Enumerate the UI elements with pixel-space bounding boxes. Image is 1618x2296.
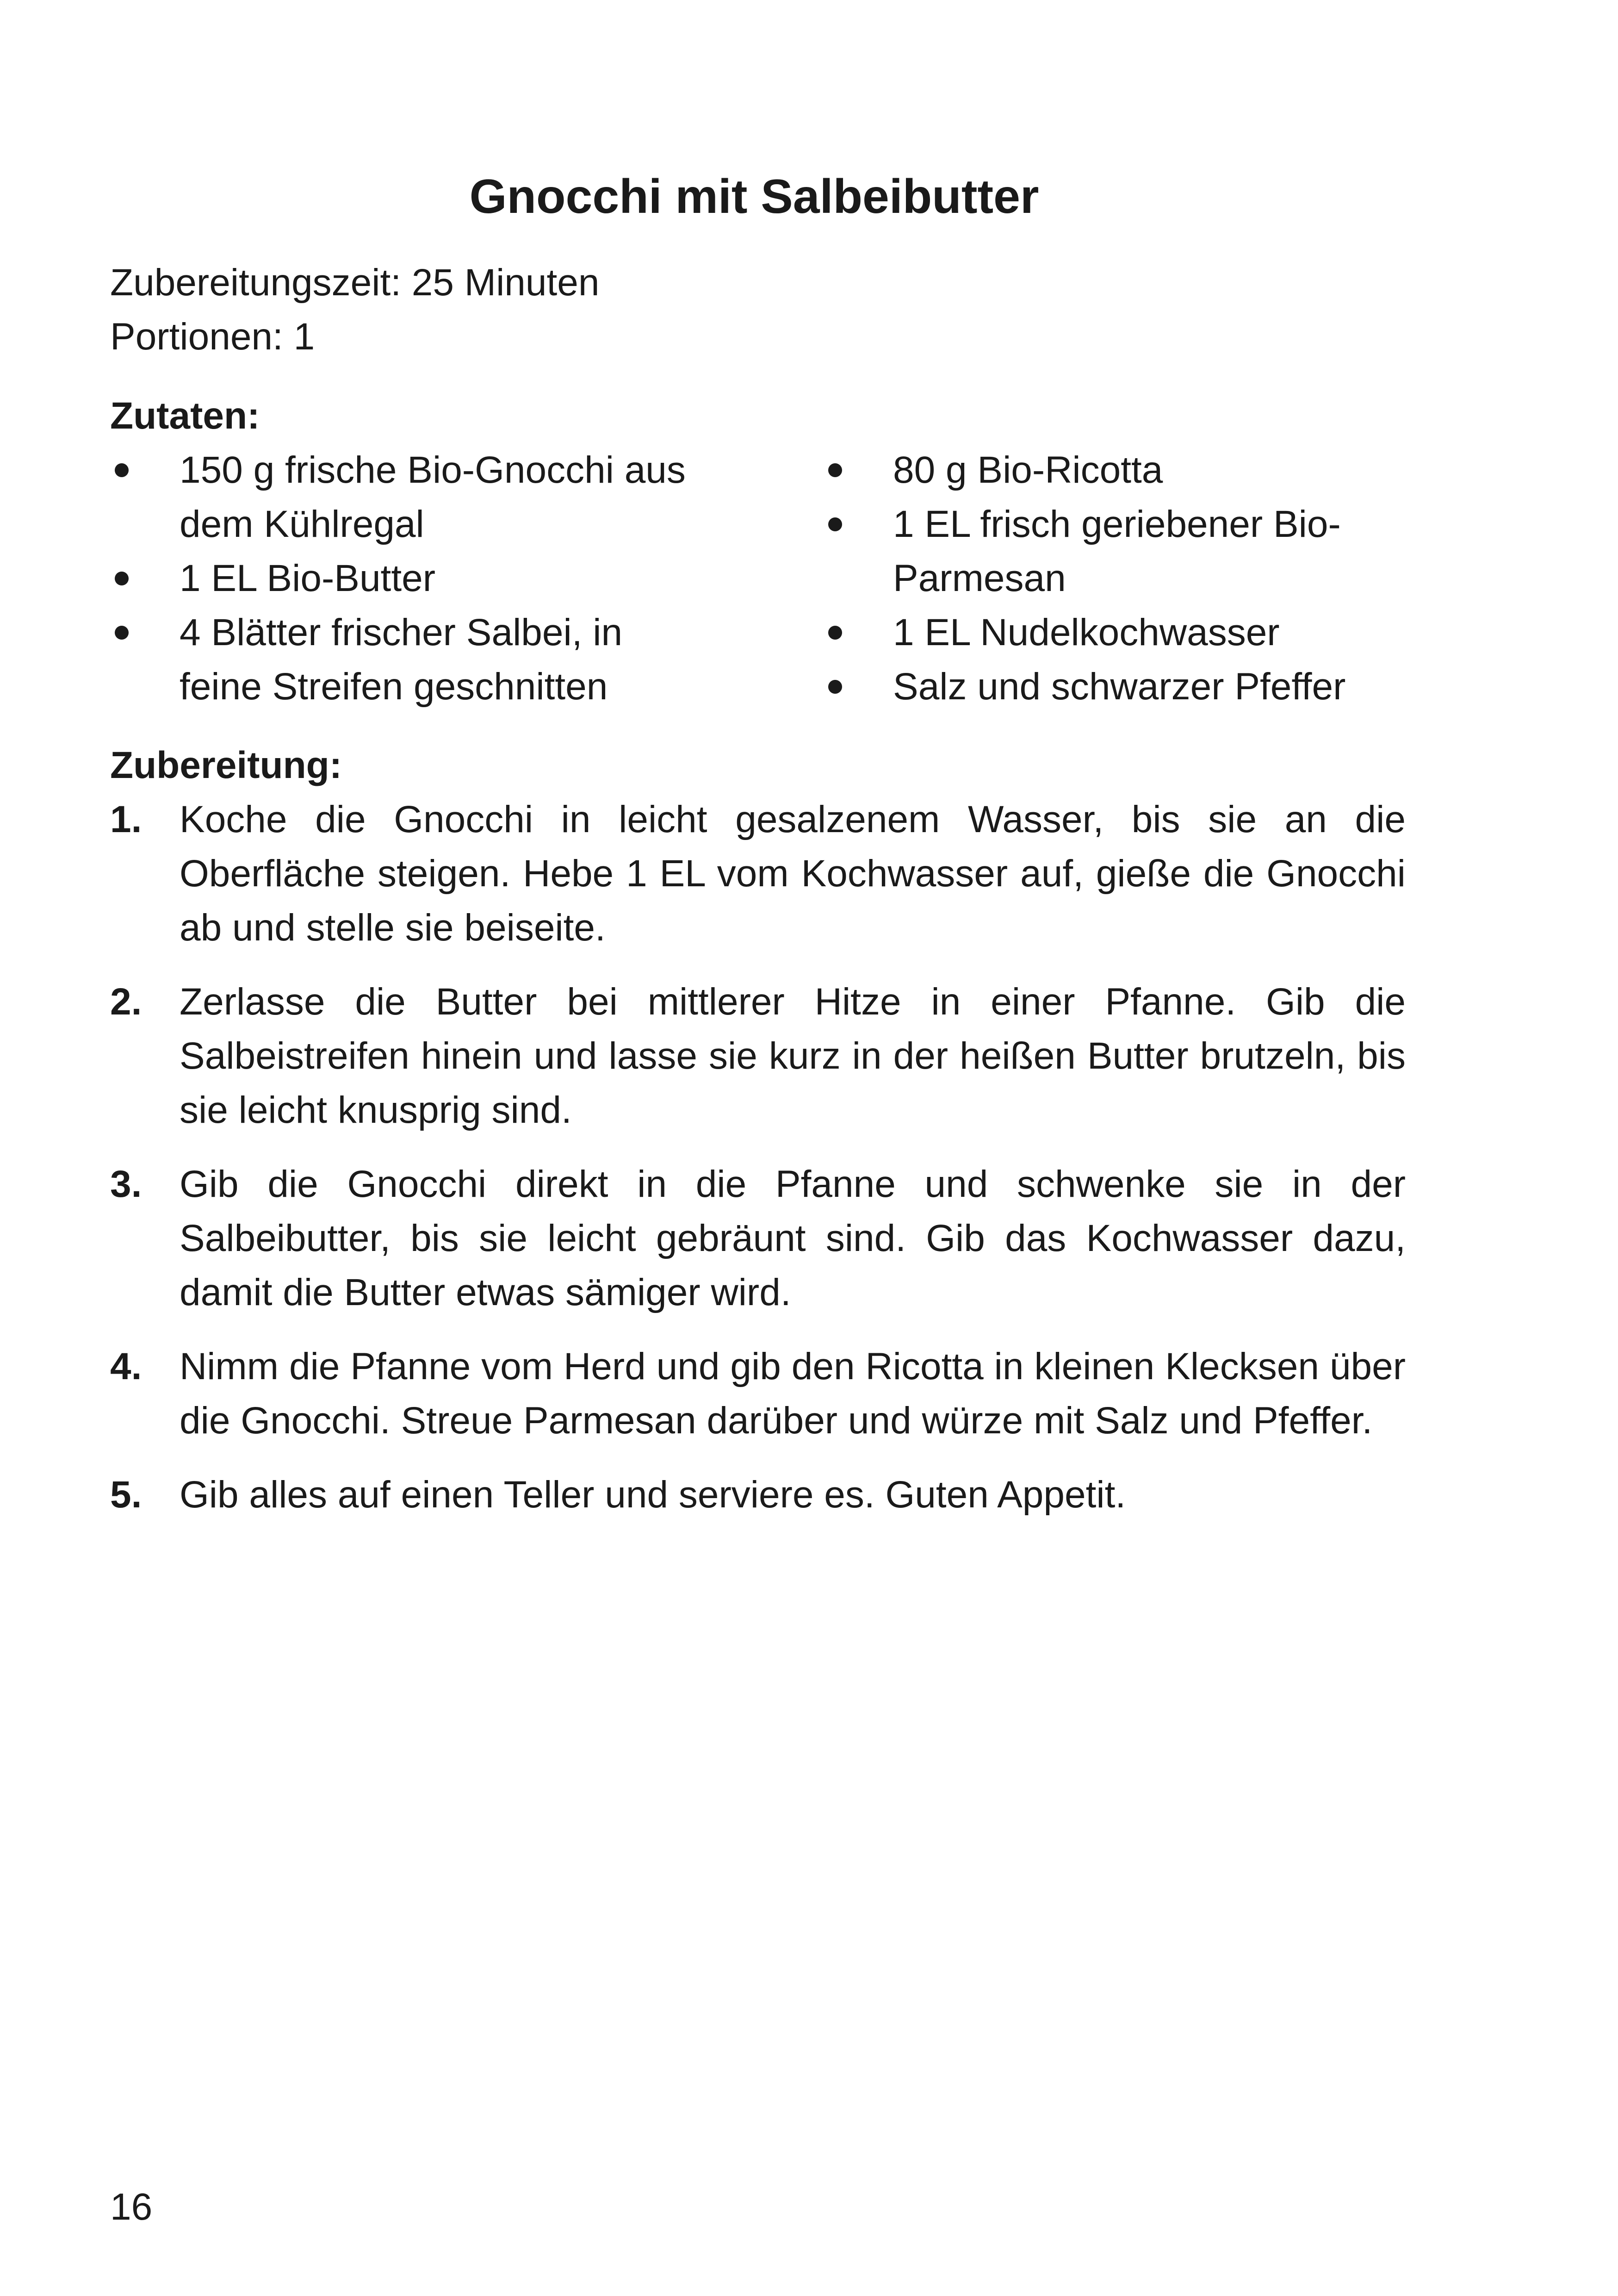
ingredient-item [110, 605, 712, 714]
ingredient-text: 1 EL frisch geriebener Bio-Parmesan [893, 503, 1341, 599]
step-item [110, 1468, 1406, 1522]
ingredient-item [110, 551, 712, 605]
ingredients-heading: Zutaten: [110, 395, 260, 437]
step-text: Gib alles auf einen Teller und serviere es. Guten Appetit. [180, 1474, 1126, 1516]
ingredient-item [110, 443, 712, 551]
page-number: 16 [110, 2186, 153, 2228]
ingredient-text: 80 g Bio-Ricotta [893, 449, 1163, 491]
step-text: Koche die Gnocchi in leicht gesalzenem Wasser, bis sie an die Oberfläche steigen. Hebe 1 EL vom Kochwasser auf, gieße die Gnocchi ab und stelle sie beiseite. [180, 798, 1406, 949]
ingredient-item [824, 660, 1425, 714]
recipe-title: Gnocchi mit Salbeibutter [469, 170, 1039, 224]
ingredient-text: 4 Blätter frischer Salbei, in feine Streifen geschnitten [180, 611, 623, 708]
servings: Portionen: 1 [110, 316, 315, 358]
step-number: 3. [110, 1163, 142, 1205]
ingredient-text: 1 EL Nudelkochwasser [893, 611, 1280, 653]
ingredient-item [824, 497, 1425, 605]
bullet-icon [115, 572, 129, 585]
step-number: 1. [110, 798, 142, 840]
ingredient-item [824, 605, 1425, 660]
bullet-icon [115, 626, 129, 640]
step-item [110, 792, 1406, 955]
bullet-icon [828, 626, 842, 640]
step-item [110, 975, 1406, 1137]
preparation-heading: Zubereitung: [110, 744, 342, 786]
ingredient-text: 1 EL Bio-Butter [180, 557, 436, 599]
step-number: 5. [110, 1474, 142, 1516]
bullet-icon [115, 463, 129, 477]
ingredient-text: Salz und schwarzer Pfeffer [893, 666, 1346, 708]
ingredient-text: 150 g frische Bio-Gnocchi aus dem Kühlregal [180, 449, 686, 545]
ingredients-list-right [824, 443, 1425, 714]
prep-time: Zubereitungszeit: 25 Minuten [110, 261, 600, 304]
step-text: Nimm die Pfanne vom Herd und gib den Ricotta in kleinen Klecksen über die Gnocchi. Streue Parmesan darüber und würze mit Salz und Pfeffer. [180, 1345, 1406, 1442]
preparation-steps [110, 792, 1406, 1542]
ingredients-list-left [110, 443, 712, 714]
step-number: 2. [110, 981, 142, 1023]
step-text: Gib die Gnocchi direkt in die Pfanne und schwenke sie in der Salbeibutter, bis sie leicht gebräunt sind. Gib das Kochwasser dazu, damit die Butter etwas sämiger wird. [180, 1163, 1406, 1313]
step-text: Zerlasse die Butter bei mittlerer Hitze in einer Pfanne. Gib die Salbeistreifen hinein und lasse sie kurz in der heißen Butter brutzeln, bis sie leicht knusprig sind. [180, 981, 1406, 1131]
bullet-icon [828, 463, 842, 477]
step-number: 4. [110, 1345, 142, 1388]
ingredient-item [824, 443, 1425, 497]
step-item [110, 1339, 1406, 1448]
bullet-icon [828, 680, 842, 694]
step-item [110, 1157, 1406, 1319]
bullet-icon [828, 517, 842, 531]
recipe-meta [110, 255, 600, 364]
